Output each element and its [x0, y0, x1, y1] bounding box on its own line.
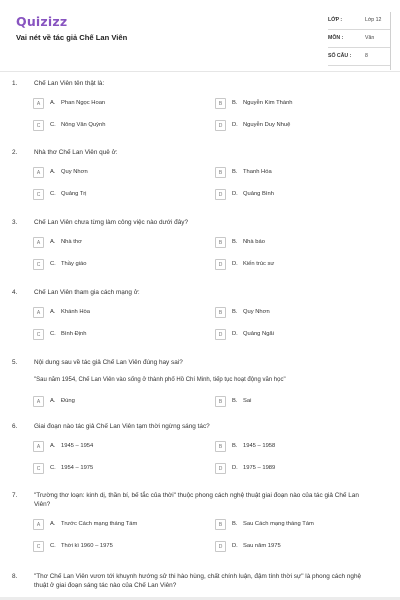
option-text: 1954 – 1975 — [61, 465, 94, 471]
question-number: 4. — [12, 289, 18, 296]
option-letter: A. — [50, 398, 56, 404]
option-box[interactable]: C — [33, 463, 44, 474]
question-text: "Trường thơ loạn: kinh dị, thần bí, bế tắc của thời" thuộc phong cách nghệ thuật giai đoạn nào của tác giả Chế Lan Viên? — [34, 492, 359, 508]
option-text: Kiến trúc sư — [243, 261, 275, 267]
option-text: Trước Cách mạng tháng Tám — [61, 521, 138, 527]
option-letter: A. — [50, 239, 56, 245]
option-letter: B. — [232, 443, 238, 449]
question-number: 8. — [12, 573, 18, 580]
option-text: Sai — [243, 398, 252, 404]
option-letter: D. — [232, 543, 238, 549]
option-letter: B. — [232, 239, 238, 245]
option-letter: D. — [232, 261, 238, 267]
option-box[interactable]: B — [215, 519, 226, 530]
option-text: Quảng Trị — [61, 191, 87, 197]
question-text: Chế Lan Viên tên thật là: — [34, 80, 105, 87]
option-box[interactable]: A — [33, 396, 44, 407]
option-letter: C. — [50, 465, 56, 471]
option-box[interactable]: A — [33, 98, 44, 109]
option-text: Thời kì 1960 – 1975 — [61, 543, 113, 549]
option-letter: B. — [232, 521, 238, 527]
question-number: 7. — [12, 492, 18, 499]
option-text: Phan Ngọc Hoan — [61, 100, 106, 106]
option-letter: B. — [232, 100, 238, 106]
question-number: 1. — [12, 80, 18, 87]
meta-class-row — [328, 12, 390, 30]
option-text: 1975 – 1989 — [243, 465, 276, 471]
option-letter: B. — [232, 309, 238, 315]
option-text: Bình Định — [61, 331, 87, 337]
option-letter: A. — [50, 443, 56, 449]
option-text: 1945 – 1954 — [61, 443, 94, 449]
option-box[interactable]: C — [33, 541, 44, 552]
option-box[interactable]: B — [215, 98, 226, 109]
option-letter: D. — [232, 122, 238, 128]
meta-subject-value: Văn — [365, 35, 375, 41]
option-box[interactable]: C — [33, 189, 44, 200]
option-letter: C. — [50, 543, 56, 549]
option-letter: A. — [50, 309, 56, 315]
option-text: Sau Cách mạng tháng Tám — [243, 521, 314, 527]
option-letter: C. — [50, 122, 56, 128]
question-text: Chế Lan Viên chưa từng làm công việc nào dưới đây? — [34, 219, 189, 226]
option-box[interactable]: B — [215, 441, 226, 452]
option-letter: D. — [232, 191, 238, 197]
option-letter: B. — [232, 398, 238, 404]
question-number: 3. — [12, 219, 18, 226]
meta-subject-row — [328, 30, 390, 48]
meta-count-row — [328, 48, 390, 66]
quizizz-logo: Quizizz — [16, 14, 68, 29]
option-letter: D. — [232, 331, 238, 337]
question-text: Nội dung sau về tác giả Chế Lan Viên đúng hay sai? — [34, 359, 183, 366]
option-box[interactable]: C — [33, 259, 44, 270]
header-divider — [390, 12, 391, 70]
option-letter: C. — [50, 331, 56, 337]
option-text: Quảng Ngãi — [243, 331, 274, 337]
question-number: 5. — [12, 359, 18, 366]
option-text: Nhà thơ — [61, 239, 82, 245]
option-text: Thầy giáo — [61, 261, 87, 267]
question-text: Giai đoạn nào tác giả Chế Lan Viên tạm thời ngừng sáng tác? — [34, 423, 210, 430]
option-box[interactable]: A — [33, 307, 44, 318]
option-text: Sau năm 1975 — [243, 543, 281, 549]
option-letter: A. — [50, 521, 56, 527]
question-quote: "Sau năm 1954, Chế Lan Viên vào sống ở thành phố Hồ Chí Minh, tiếp tục hoạt động văn học" — [34, 377, 286, 383]
question-text: "Thơ Chế Lan Viên vươn tới khuynh hướng sử thi hào hùng, chất chính luận, đậm tính thời sự" là phong cách nghệ thuật ở giai đoạn sáng tác nào của Chế Lan Viên? — [34, 573, 362, 589]
option-letter: A. — [50, 100, 56, 106]
option-text: Khánh Hòa — [61, 309, 91, 315]
worksheet-header — [0, 0, 400, 72]
option-text: Thanh Hóa — [243, 169, 272, 175]
option-text: 1945 – 1958 — [243, 443, 276, 449]
option-box[interactable]: A — [33, 237, 44, 248]
question-text: Chế Lan Viên tham gia cách mạng ở: — [34, 289, 140, 296]
option-box[interactable]: A — [33, 167, 44, 178]
option-text: Nguyễn Kim Thành — [243, 100, 293, 106]
option-text: Đúng — [61, 398, 75, 404]
option-text: Quy Nhơn — [243, 309, 270, 315]
question-number: 2. — [12, 149, 18, 156]
option-box[interactable]: D — [215, 259, 226, 270]
option-box[interactable]: D — [215, 189, 226, 200]
option-letter: C. — [50, 191, 56, 197]
option-text: Nguyễn Duy Nhuệ — [243, 122, 291, 128]
option-box[interactable]: D — [215, 541, 226, 552]
question-text: Nhà thơ Chế Lan Viên quê ở: — [34, 149, 118, 156]
option-box[interactable]: B — [215, 396, 226, 407]
option-box[interactable]: A — [33, 441, 44, 452]
meta-count-value: 8 — [365, 53, 368, 59]
option-text: Nông Văn Quỳnh — [61, 122, 106, 128]
option-letter: C. — [50, 261, 56, 267]
meta-class-value: Lớp 12 — [365, 17, 382, 23]
option-box[interactable]: D — [215, 120, 226, 131]
meta-count-label: SỐ CÂU : — [328, 53, 352, 59]
option-box[interactable]: D — [215, 329, 226, 340]
option-box[interactable]: C — [33, 120, 44, 131]
option-box[interactable]: B — [215, 167, 226, 178]
meta-subject-label: MÔN : — [328, 35, 344, 41]
question-number: 6. — [12, 423, 18, 430]
option-text: Quy Nhơn — [61, 169, 88, 175]
option-box[interactable]: B — [215, 237, 226, 248]
worksheet-title: Vai nét về tác giả Chế Lan Viên — [16, 33, 128, 42]
meta-class-label: LỚP : — [328, 17, 343, 23]
option-box[interactable]: D — [215, 463, 226, 474]
option-box[interactable]: B — [215, 307, 226, 318]
option-text: Nhà báo — [243, 239, 265, 245]
option-box[interactable]: A — [33, 519, 44, 530]
option-letter: D. — [232, 465, 238, 471]
option-text: Quảng Bình — [243, 191, 274, 197]
option-letter: A. — [50, 169, 56, 175]
option-letter: B. — [232, 169, 238, 175]
option-box[interactable]: C — [33, 329, 44, 340]
